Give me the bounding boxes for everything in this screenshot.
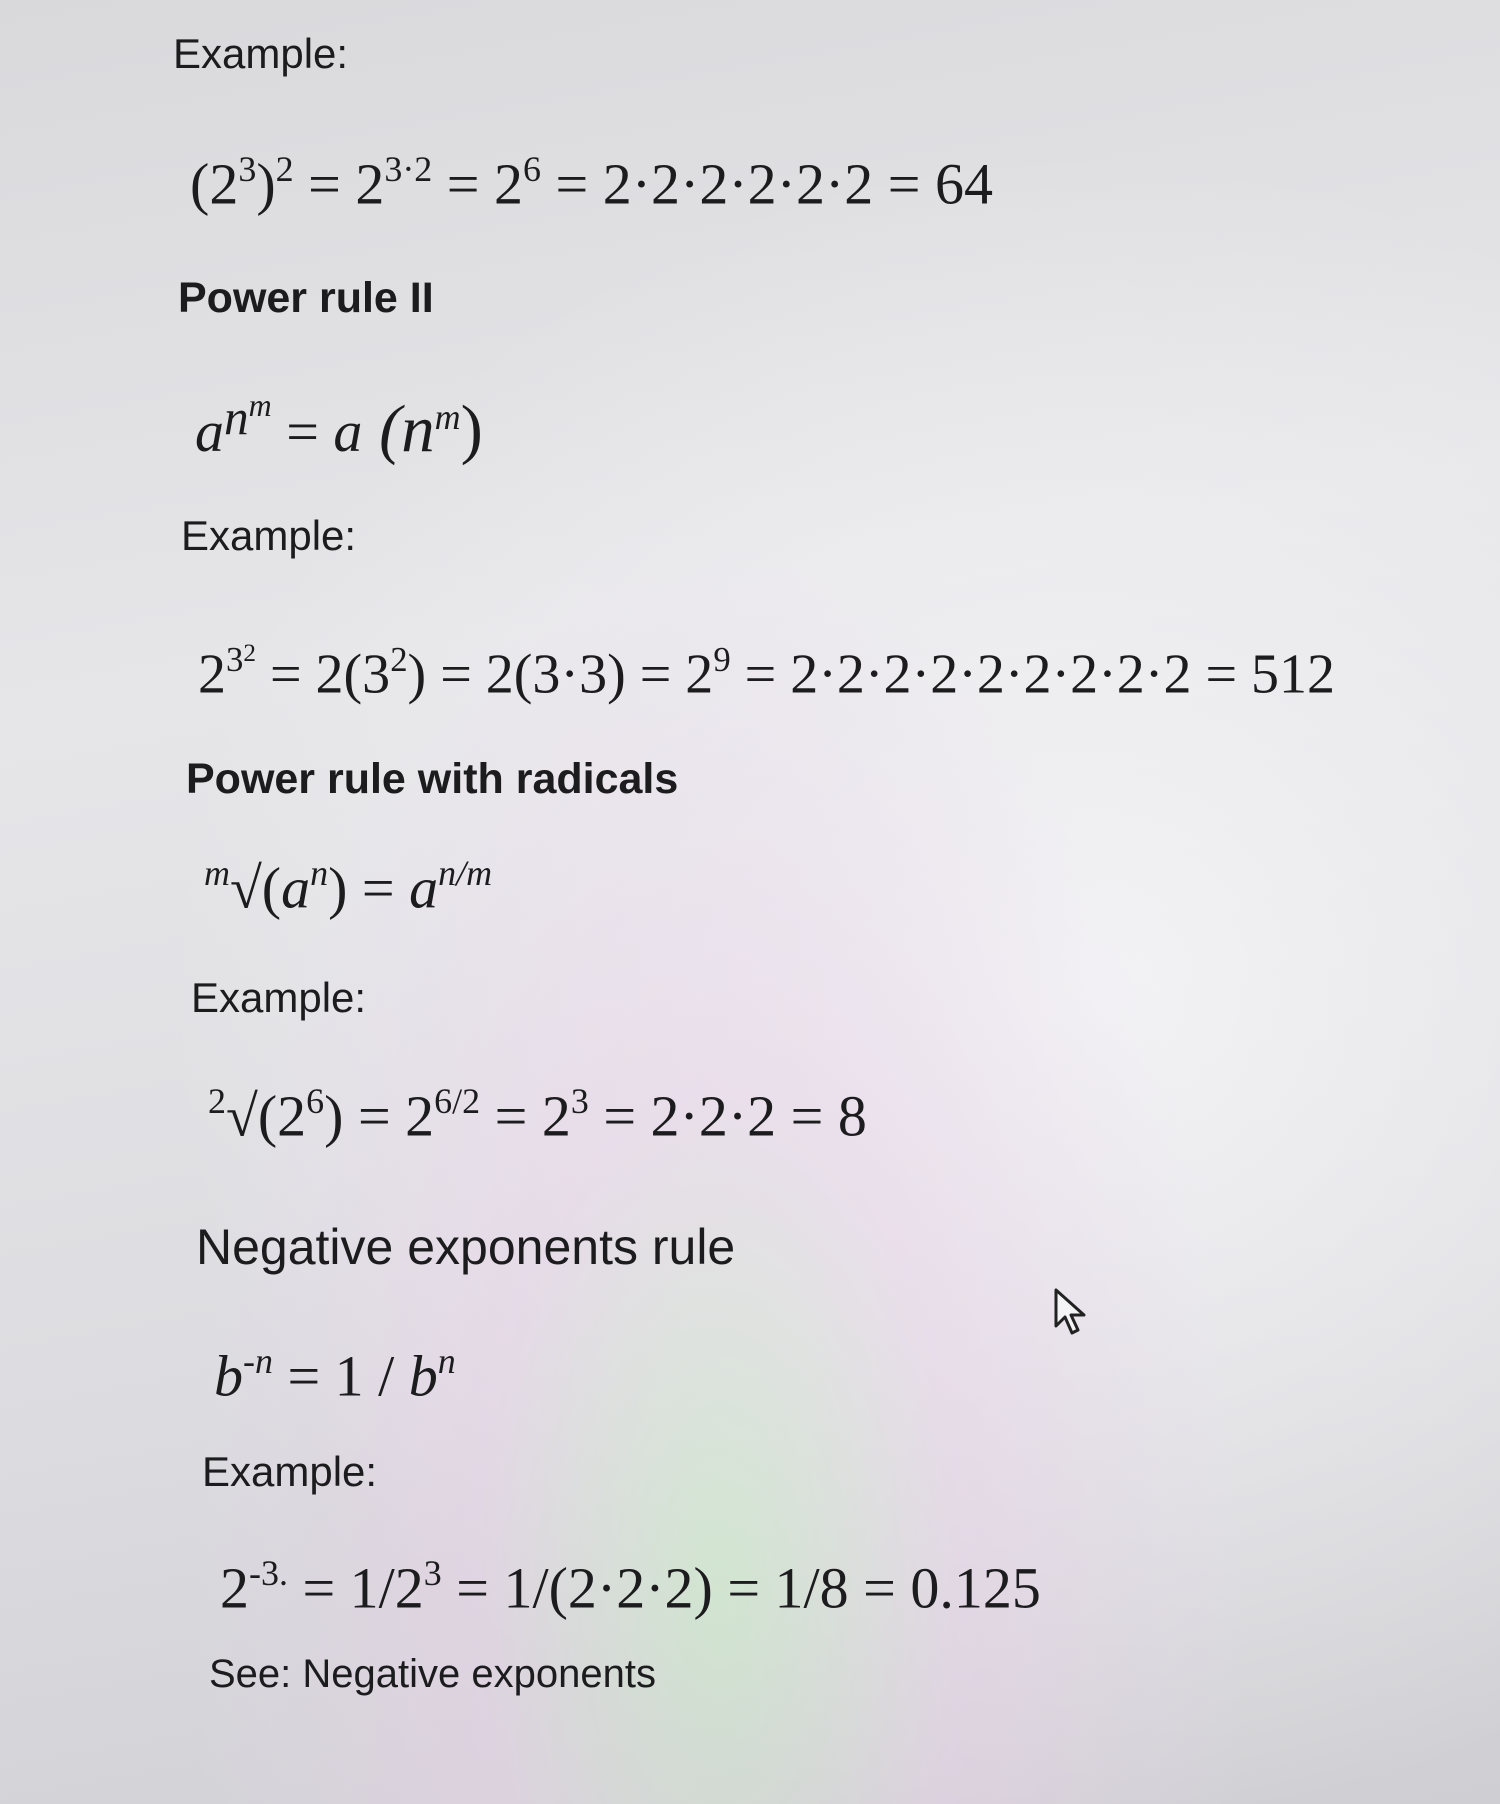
power-rule-ii-example-equation: $2^{32} = 2(3^2) = 2(3\cdot 3) = 2^9 = 2\cdot 2\cdot 2\cdot 2\cdot 2\cdot 2\cdot 2\cdot 2\cdot 2 = 512$ xyxy=(198,640,1336,706)
power-rule-radicals-formula: $^m√(a^n) = a^{n/m}$ xyxy=(204,853,493,921)
power-rule-ii-formula: $a^{nm} = a$ $(n^m)$ xyxy=(195,388,483,467)
example-label: Example: xyxy=(202,1448,378,1495)
section-heading-negative-exponents: Negative exponents rule xyxy=(196,1219,736,1275)
see-also-link[interactable]: See: Negative exponents xyxy=(209,1652,656,1696)
power-rule-example-equation: $(2^3)^2 = 2^{3\cdot 2} = 2^6 = 2\cdot 2\cdot 2\cdot 2\cdot 2\cdot 2 = 64$ xyxy=(190,149,993,217)
negative-exponents-example-equation: $2^{-3.} = 1/2^3 = 1/(2\cdot 2\cdot 2) = 1/8 = 0.125$ xyxy=(220,1553,1041,1621)
arrow-pointer-icon xyxy=(1052,1286,1094,1343)
power-rule-radicals-example-equation: $^2√(2^6) = 2^{6/2} = 2^3 = 2\cdot 2\cdot 2 = 8$ xyxy=(208,1081,867,1149)
section-heading-power-rule-radicals: Power rule with radicals xyxy=(186,755,679,803)
example-label: Example: xyxy=(173,30,349,77)
negative-exponents-formula: $b^{-n} = 1 / b^n$ xyxy=(214,1341,456,1409)
section-heading-power-rule-ii: Power rule II xyxy=(178,274,434,322)
example-label: Example: xyxy=(181,512,357,559)
example-label: Example: xyxy=(191,974,367,1021)
